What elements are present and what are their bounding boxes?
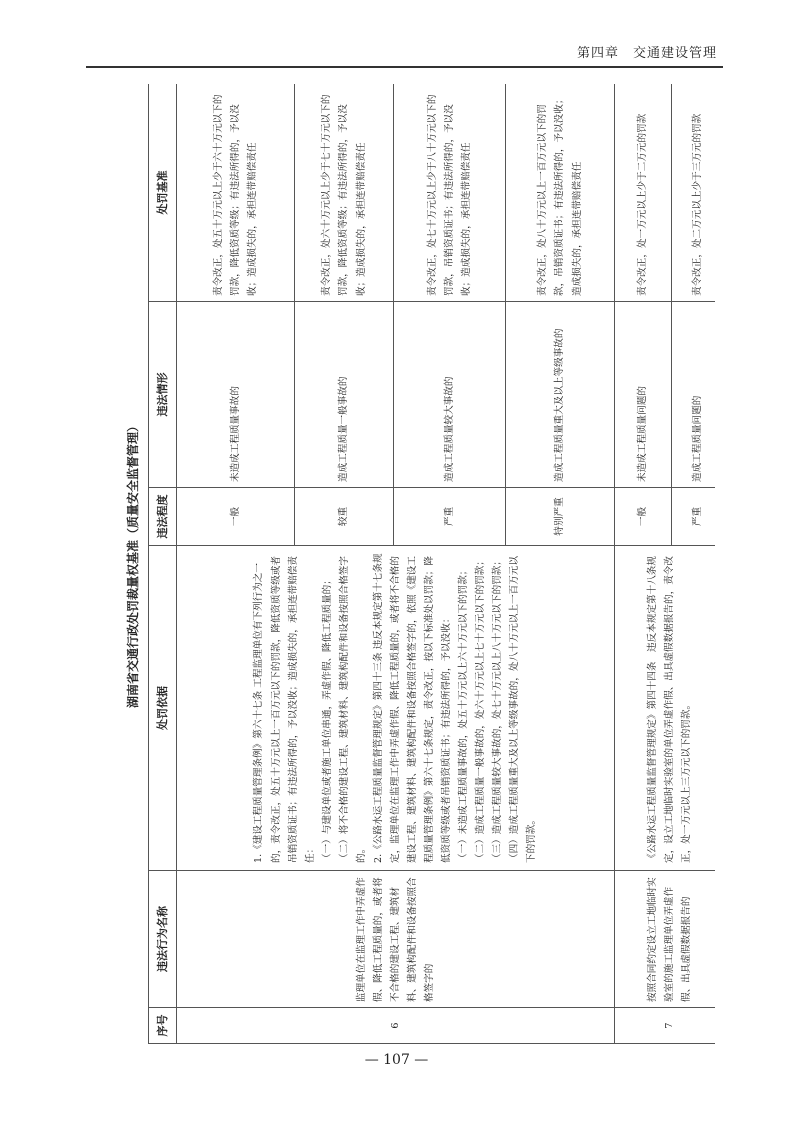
col-header-standard: 处罚基准: [149, 84, 177, 302]
situation-cell: 造成工程质量问题的: [672, 302, 716, 488]
standard-cell: 责令改正，处五十万元以上少于六十万元以下的罚款，降低资质等级；有违法所得的，予以没收；造成损失的，承担连带赔偿责任: [177, 84, 295, 302]
table-row: [615, 84, 672, 1044]
row-number: 6: [177, 1008, 615, 1044]
basis-paragraph: （二）将不合格的建设工程、建筑材料、建筑构配件和设备按照合格签字的。: [338, 556, 367, 863]
situation-cell: 造成工程质量重大及以上等级事故的: [506, 302, 615, 488]
penalty-table: [148, 84, 715, 1044]
header-rule: [86, 66, 723, 68]
basis-paragraph: （二）造成工程质量一般事故的，处六十万元以上七十万元以下的罚款；: [475, 556, 487, 863]
col-header-basis: 处罚依据: [149, 546, 177, 871]
degree-cell: 特别严重: [506, 488, 615, 546]
standard-cell: 责令改正，处一万元以上少于二万元的罚款: [615, 84, 672, 302]
behavior-cell: 监理单位在监理工作中弄虚作假、降低工程质量的，或者将不合格的建设工程、建筑材料、建筑构配件和设备按照合格签字的: [177, 871, 615, 1008]
standard-cell: 责令改正，处二万元以上少于三万元的罚款: [672, 84, 716, 302]
table-frame: [118, 84, 715, 1044]
situation-cell: 造成工程质量较大事故的: [394, 302, 506, 488]
degree-cell: 一般: [177, 488, 295, 546]
table-header-row: [149, 84, 177, 1044]
degree-cell: 严重: [394, 488, 506, 546]
standard-cell: 责令改正，处六十万元以上少于七十万元以下的罚款，降低资质等级；有违法所得的，予以没收；造成损失的，承担连带赔偿责任: [295, 84, 394, 302]
table-caption: 湖南省交通行政处罚裁量权基准（质量安全监督管理）: [126, 420, 140, 709]
header-text: 第四章 交通建设管理: [576, 46, 717, 61]
degree-cell: 严重: [672, 488, 716, 546]
rotated-table-container: [118, 84, 715, 1044]
table-row: [177, 84, 295, 1044]
basis-paragraph: （一）未造成工程质量事故的，处五十万元以上六十万元以下的罚款；: [458, 565, 470, 863]
basis-paragraph: （一）与建设单位或者施工单位串通，弄虚作假、降低工程质量的；: [321, 575, 333, 863]
basis-cell: [615, 546, 716, 871]
basis-paragraph: （四）造成工程质量重大及以上等级事故的，处八十万元以上一百万元以下的罚款。: [509, 556, 538, 863]
col-header-behavior: 违法行为名称: [149, 871, 177, 1008]
col-header-no: 序号: [149, 1008, 177, 1044]
situation-cell: 未造成工程质量事故的: [177, 302, 295, 488]
degree-cell: 较重: [295, 488, 394, 546]
standard-cell: 责令改正，处八十万元以上一百万元以下的罚款，吊销资质证书；有违法所得的，予以没收；造成损失的，承担连带赔偿责任: [506, 84, 615, 302]
basis-paragraph: 1.《建设工程质量管理条例》第六十七条 工程监理单位有下列行为之一的，责令改正，处五十万元以上一百万元以下的罚款，降低资质等级或者吊销资质证书；有违法所得的，予以没收；造成损失的，承担连带赔偿责任：: [253, 556, 316, 863]
col-header-situation: 违法情形: [149, 302, 177, 488]
basis-cell: [177, 546, 615, 871]
standard-cell: 责令改正，处七十万元以上少于八十万元以下的罚款，吊销资质证书；有违法所得的，予以没收；造成损失的，承担连带赔偿责任: [394, 84, 506, 302]
degree-cell: 一般: [615, 488, 672, 546]
row-number: 7: [615, 1008, 716, 1044]
basis-paragraph: 2.《公路水运工程质量监督管理规定》第四十三条 违反本规定第十七条规定，监理单位在监理工作中弄虚作假、降低工程质量的，或者将不合格的建设工程、建筑材料、建筑构配件和设备按照合格签字的，依照《建设工程质量管理条例》第六十七条规定，责令改正，按以下标准处以罚款；降低资质等级或者吊销资质证书；有违法所得的，予以没收：: [372, 553, 453, 863]
col-header-degree: 违法程度: [149, 488, 177, 546]
basis-paragraph: 《公路水运工程质量监督管理规定》第四十四条 违反本规定第十八条规定，设立工地临时实验室的单位弄虚作假、出具虚假数据报告的，责令改正，处一万元以上三万元以下的罚款。: [646, 556, 693, 863]
basis-paragraph: （三）造成工程质量较大事故的，处七十万元以上八十万元以下的罚款；: [492, 556, 504, 863]
behavior-cell: 按照合同约定设立工地临时实验室的施工监理单位弄虚作假、出具虚假数据报告的: [615, 871, 716, 1008]
situation-cell: 未造成工程质量问题的: [615, 302, 672, 488]
situation-cell: 造成工程质量一般事故的: [295, 302, 394, 488]
page-number: — 107 —: [364, 1052, 429, 1068]
